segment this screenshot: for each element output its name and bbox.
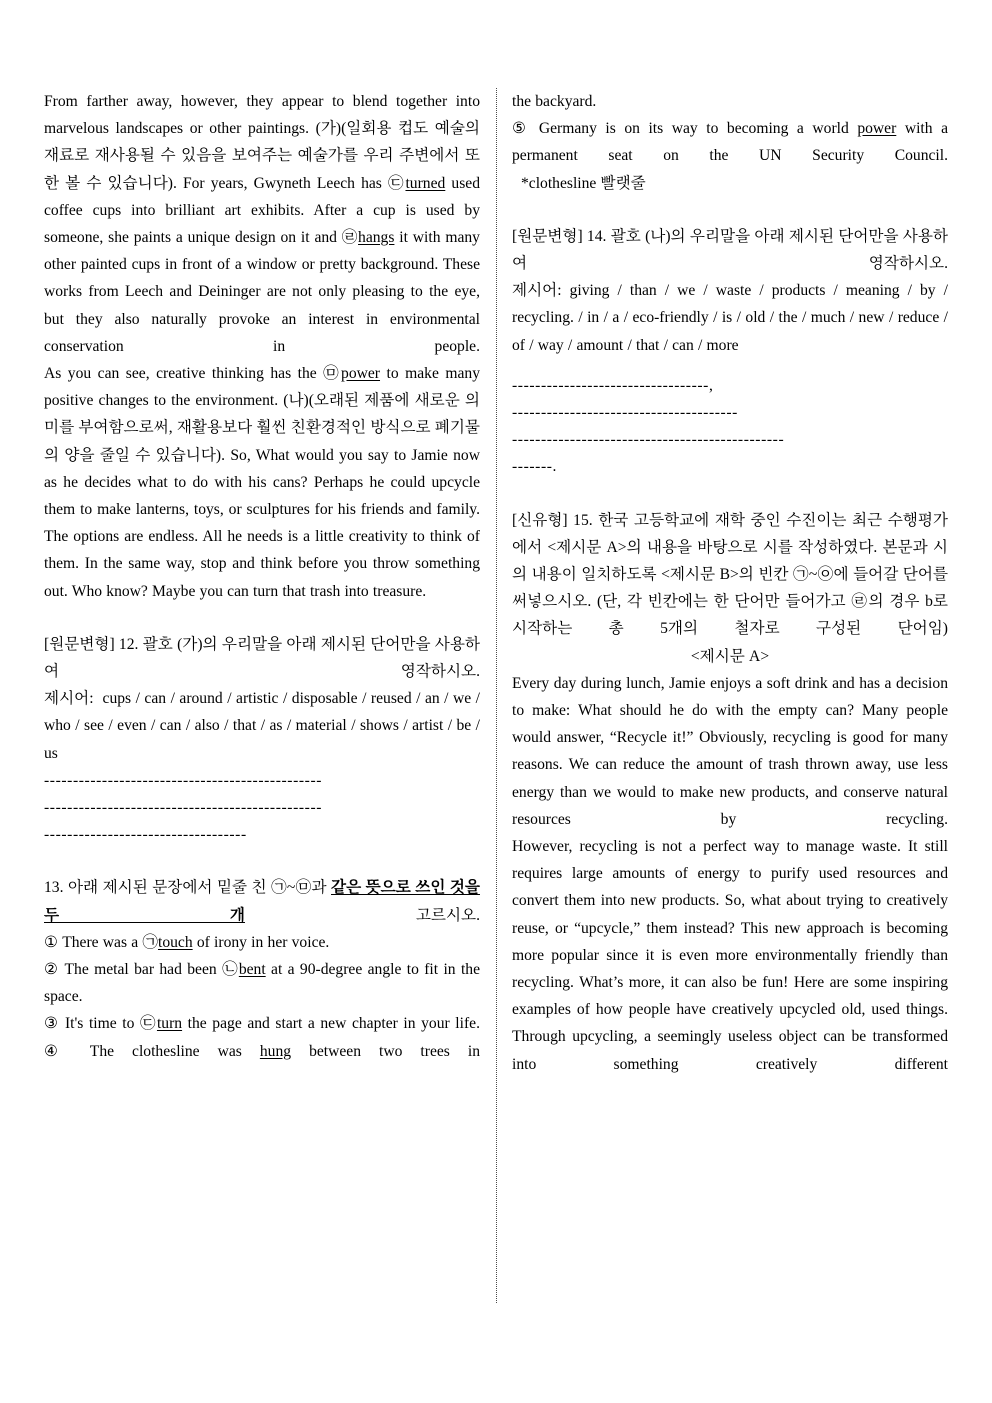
choice-4-continuation-text: the backyard.	[512, 93, 597, 110]
choice-number: ③	[44, 1015, 60, 1033]
question-13-prompt-post: 고르시오.	[244, 906, 480, 924]
spacer	[512, 359, 948, 372]
question-14-prompt	[512, 223, 948, 277]
footnote-clothesline	[512, 170, 948, 197]
choice-text-post: the page and start a new chapter in your life.	[182, 1015, 480, 1033]
question-12-answer-area[interactable]	[44, 767, 480, 849]
spacer	[512, 481, 948, 507]
passage-paragraph-2	[44, 360, 480, 605]
choice-text-pre: Germany is on its way to becoming a world	[538, 120, 858, 138]
section-a-heading: <제시문 A>	[690, 647, 770, 665]
underlined-word-touch: touch	[157, 933, 193, 951]
question-14-answer-area[interactable]	[512, 372, 948, 481]
question-15-prompt	[512, 507, 948, 643]
question-13-prompt-pre: 아래 제시된 문장에서 밑줄 친 ㉠~㉤과	[67, 879, 331, 897]
passage-text-part2: used coffee cups into brilliant art exhibits. After a cup is used by someone, she paints a unique design on it and	[44, 174, 480, 247]
question-13-choice-4-continuation	[512, 88, 948, 115]
footnote-text: *clothesline 빨랫줄	[521, 174, 646, 192]
circled-marker-hangs: ㉣	[341, 229, 359, 247]
question-14-wordlist-items: giving / than / we / waste / products / meaning / by / recycling. / in / a / eco-friendly / is / old / the / much / new / reduce / of / way / amount / that / can / more	[512, 282, 948, 354]
spacer	[44, 605, 480, 631]
answer-blank-line[interactable]: -----------------------------------------------	[512, 431, 785, 449]
answer-blank-line[interactable]: -------.	[512, 458, 558, 476]
answer-blank-line[interactable]: ---------------------------------------	[512, 404, 738, 422]
circled-marker-power: ㉤	[323, 365, 342, 383]
answer-blank-line[interactable]: ----------------------------------,	[512, 376, 714, 394]
underlined-word-hung: hung	[259, 1042, 292, 1060]
left-column	[44, 88, 480, 1303]
question-13-choice-4[interactable]	[44, 1038, 480, 1065]
question-13-prompt-emphasis: 같은 뜻으로 쓰인 것을 두 개	[44, 879, 480, 924]
choice-text-post: at a 90-degree angle to fit in the space.	[44, 961, 480, 1006]
choice-text-post: with a permanent seat on the UN Security Council.	[512, 120, 949, 165]
column-divider	[496, 88, 497, 1303]
question-14-prompt-text: 괄호 (나)의 우리말을 아래 제시된 단어만을 사용하여 영작하시오.	[512, 227, 948, 273]
answer-blank-line[interactable]: ------------------------------------------------	[44, 799, 323, 817]
question-12-prompt-text: 괄호 (가)의 우리말을 아래 제시된 단어만을 사용하여 영작하시오.	[44, 635, 480, 681]
choice-number: ④	[44, 1042, 72, 1060]
answer-blank-line[interactable]: ------------------------------------------------	[44, 771, 323, 789]
passage-text-part3: it with many other painted cups in front of a window or pretty background. These works from Leech and Deininger are not only pleasing to the eye, but they also naturally provoke an interest in environmental conservation in people.	[44, 229, 480, 355]
circled-marker-touch: ㉠	[142, 933, 158, 951]
circled-marker-turn: ㉢	[139, 1015, 157, 1033]
choice-text-pre: There was a	[62, 933, 143, 951]
passage-paragraph-1	[44, 88, 480, 360]
underlined-word-turn: turn	[156, 1015, 183, 1033]
question-12-wordlist-label: 제시어:	[44, 690, 94, 708]
choice-number: ①	[44, 933, 58, 951]
spacer	[44, 848, 480, 874]
passage-text-part1: From farther away, however, they appear to blend together into marvelous landscapes or other paintings. (가)(일회용 컵도 예술의 재료로 재사용될 수 있음을 보여주는 예술가를 우리 주변에서 또한 볼 수 있습니다). For years, Gwyneth Leech has	[44, 93, 480, 192]
choice-text-pre: The clothesline was	[89, 1042, 260, 1060]
passage-text-part4: As you can see, creative thinking has the	[44, 365, 324, 383]
choice-number: ⑤	[512, 120, 531, 138]
question-12-tag: [원문변형]	[44, 635, 115, 653]
section-a-paragraph-2: However, recycling is not a perfect way to manage waste. It still requires large amounts of energy to purify used resources and convert them into new products. So, what about trying to creatively reuse, or “upcycle,” them instead? This new approach is becoming more popular since it is even more environmentally friendly than recycling. What’s more, it can also be fun! Here are some inspiring examples of how people have creatively upcycled old, used things. Through upcycling, a seemingly useless object can be transformed into something creatively different	[512, 838, 948, 1073]
question-14-wordlist-label: 제시어:	[512, 282, 562, 300]
question-13-prompt	[44, 874, 480, 928]
question-13-choice-1[interactable]	[44, 929, 480, 956]
question-15-tag: [신유형]	[512, 511, 568, 529]
circled-marker-bent: ㉡	[222, 961, 239, 979]
choice-text-pre: It's time to	[64, 1015, 140, 1033]
question-15-number: 15.	[573, 511, 593, 529]
underlined-word-power: power	[857, 120, 897, 138]
question-15-prompt-text: 한국 고등학교에 재학 중인 수진이는 최근 수행평가에서 <제시문 A>의 내용을 바탕으로 시를 작성하였다. 본문과 시의 내용이 일치하도록 <제시문 B>의 빈칸 ㉠~㉧에 들어갈 단어를 써넣으시오. (단, 각 빈칸에는 한 단어만 들어가고 ㉣의 경우 b로 시작하는 총 5개의 철자로 구성된 단어임)	[512, 511, 948, 638]
section-a-paragraph-1: Every day during lunch, Jamie enjoys a soft drink and has a decision to make: What should he do with the empty can? Many people would answer, “Recycle it!” Obviously, recycling is good for many reasons. We can reduce the amount of trash thrown away, use less energy than we would to make new products, and conserve natural resources by recycling.	[512, 674, 948, 828]
underlined-word-turned: turned	[405, 174, 446, 192]
choice-number: ②	[44, 961, 60, 979]
right-column	[512, 88, 948, 1303]
question-14-wordlist	[512, 277, 948, 359]
two-column-layout	[44, 88, 948, 1303]
question-13-choice-5[interactable]	[512, 115, 948, 169]
question-14-tag: [원문변형]	[512, 227, 583, 245]
question-13-choice-3[interactable]	[44, 1010, 480, 1037]
spacer	[512, 197, 948, 223]
choice-text-pre: The metal bar had been	[64, 961, 223, 979]
answer-blank-line[interactable]: -----------------------------------	[44, 826, 247, 844]
question-14-number: 14.	[586, 227, 607, 245]
underlined-word-power: power	[341, 365, 381, 383]
question-12-number: 12.	[118, 635, 139, 653]
question-13-number: 13.	[44, 879, 64, 897]
underlined-word-bent: bent	[238, 961, 266, 979]
question-12-prompt	[44, 631, 480, 685]
question-12-wordlist-items: cups / can / around / artistic / disposable / reused / an / we / who / see / even / can / also / that / as / material / shows / artist / be / us	[44, 690, 480, 762]
circled-marker-turned: ㉢	[387, 174, 406, 192]
choice-text-post-partial: between two trees in	[291, 1042, 480, 1060]
underlined-word-hangs: hangs	[358, 229, 395, 247]
choice-text-post: of irony in her voice.	[192, 933, 330, 951]
passage-text-part5: to make many positive changes to the environment. (나)(오래된 제품에 새로운 의미를 부여함으로써, 재활용보다 훨씬 친환경적인 방식으로 폐기물의 양을 줄일 수 있습니다). So, What would you say to Jamie now as he decides what to do with his cans? Perhaps he could upcycle them to make lanterns, toys, or sculptures for his friends and family. The options are endless. All he needs is a little creativity to think of them. In the same way, stop and think before you throw something out. Who know? Maybe you can turn that trash into treasure.	[44, 365, 480, 600]
question-12-wordlist	[44, 685, 480, 767]
question-13-choice-2[interactable]	[44, 956, 480, 1010]
